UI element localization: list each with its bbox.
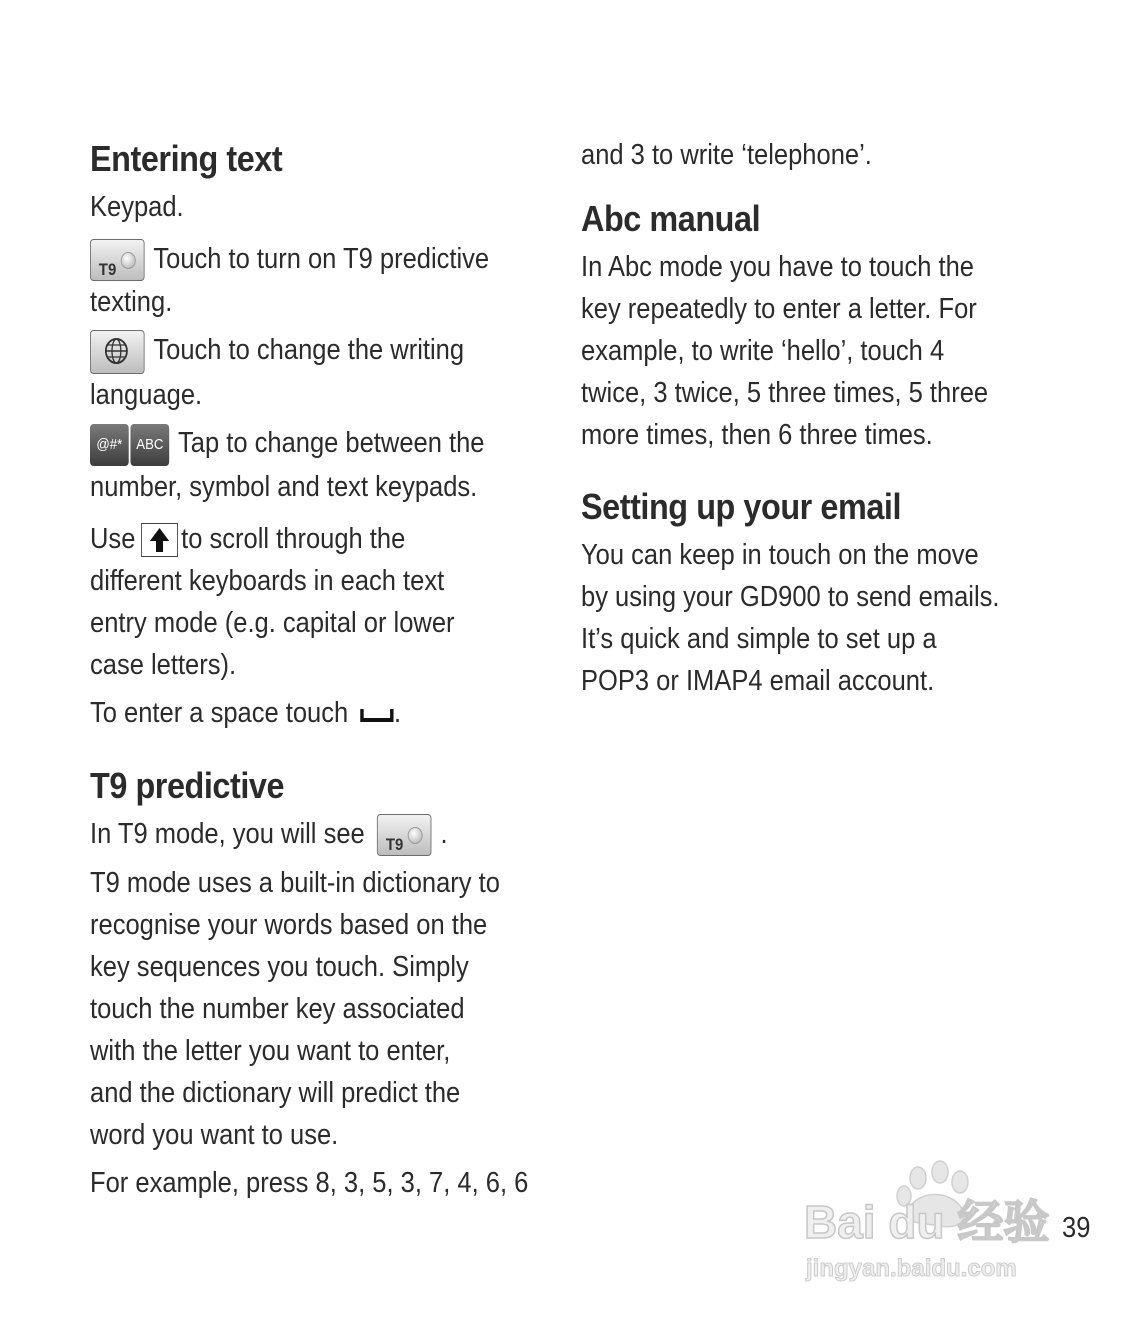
right-column xyxy=(581,138,1061,702)
scroll-line-3: entry mode (e.g. capital or lower xyxy=(90,606,455,639)
space-key-icon xyxy=(361,693,394,735)
t9-mode-line: In T9 mode, you will see T9 . xyxy=(90,813,504,856)
abc-manual-heading: Abc manual xyxy=(581,198,761,239)
symbol-abc-keys-icon: @#* ABC xyxy=(90,422,169,465)
abc-paragraph xyxy=(581,246,1061,456)
space-line: To enter a space touch . xyxy=(90,692,504,735)
email-heading: Setting up your email xyxy=(581,486,901,527)
t9-predictive-heading: T9 predictive xyxy=(90,765,285,807)
email-para-line: You can keep in touch on the move xyxy=(581,539,979,571)
t9-line-1: T9 Touch to turn on T9 predictive xyxy=(90,238,504,281)
abc-para-line: In Abc mode you have to touch the xyxy=(581,251,975,283)
keypad-switch-line-1: @#* ABC Tap to change between the xyxy=(90,422,504,466)
email-para-line: by using your GD900 to send emails. xyxy=(581,581,1000,613)
t9-line-2: texting. xyxy=(90,286,173,319)
left-column xyxy=(90,138,560,1204)
t9-para-line: T9 mode uses a built-in dictionary to xyxy=(90,867,500,900)
watermark-line-2: jingyan.baidu.com xyxy=(806,1255,1017,1282)
scroll-line-1: Use to scroll through the xyxy=(90,518,504,560)
t9-para-line: key sequences you touch. Simply xyxy=(90,951,469,984)
globe-icon xyxy=(90,330,145,374)
baidu-watermark-logo xyxy=(800,1160,1070,1290)
language-line-2: language. xyxy=(90,378,203,411)
email-para-line: It’s quick and simple to set up a xyxy=(581,623,937,655)
t9-para-line: with the letter you want to enter, xyxy=(90,1035,451,1068)
t9-paragraph xyxy=(90,862,560,1156)
t9-para-line: recognise your words based on the xyxy=(90,909,488,942)
abc-para-line: example, to write ‘hello’, touch 4 xyxy=(581,335,945,367)
scroll-line-2: different keyboards in each text xyxy=(90,564,445,597)
keypad-label: Keypad. xyxy=(90,191,184,223)
abc-para-line: more times, then 6 three times. xyxy=(581,419,933,451)
keypad-switch-line-2: number, symbol and text keypads. xyxy=(90,470,478,503)
t9-button-icon: T9 xyxy=(377,814,432,856)
watermark-line-1: Bai du 经验 xyxy=(804,1196,1050,1248)
language-line-1: Touch to change the writing xyxy=(90,329,504,373)
example-line: For example, press 8, 3, 5, 3, 7, 4, 6, 6 xyxy=(90,1167,529,1200)
entering-text-heading: Entering text xyxy=(90,138,283,179)
scroll-line-4: case letters). xyxy=(90,648,237,681)
page-number: 39 xyxy=(1062,1212,1091,1244)
abc-para-line: key repeatedly to enter a letter. For xyxy=(581,293,977,325)
t9-para-line: and the dictionary will predict the xyxy=(90,1077,461,1110)
email-paragraph xyxy=(581,534,1061,702)
t9-button-icon: T9 xyxy=(90,239,145,281)
t9-para-line: touch the number key associated xyxy=(90,993,465,1026)
email-para-line: POP3 or IMAP4 email account. xyxy=(581,665,935,697)
abc-para-line: twice, 3 twice, 5 three times, 5 three xyxy=(581,377,989,409)
shift-arrow-icon xyxy=(141,523,178,557)
t9-para-line: word you want to use. xyxy=(90,1119,339,1152)
continued-line: and 3 to write ‘telephone’. xyxy=(581,139,872,171)
